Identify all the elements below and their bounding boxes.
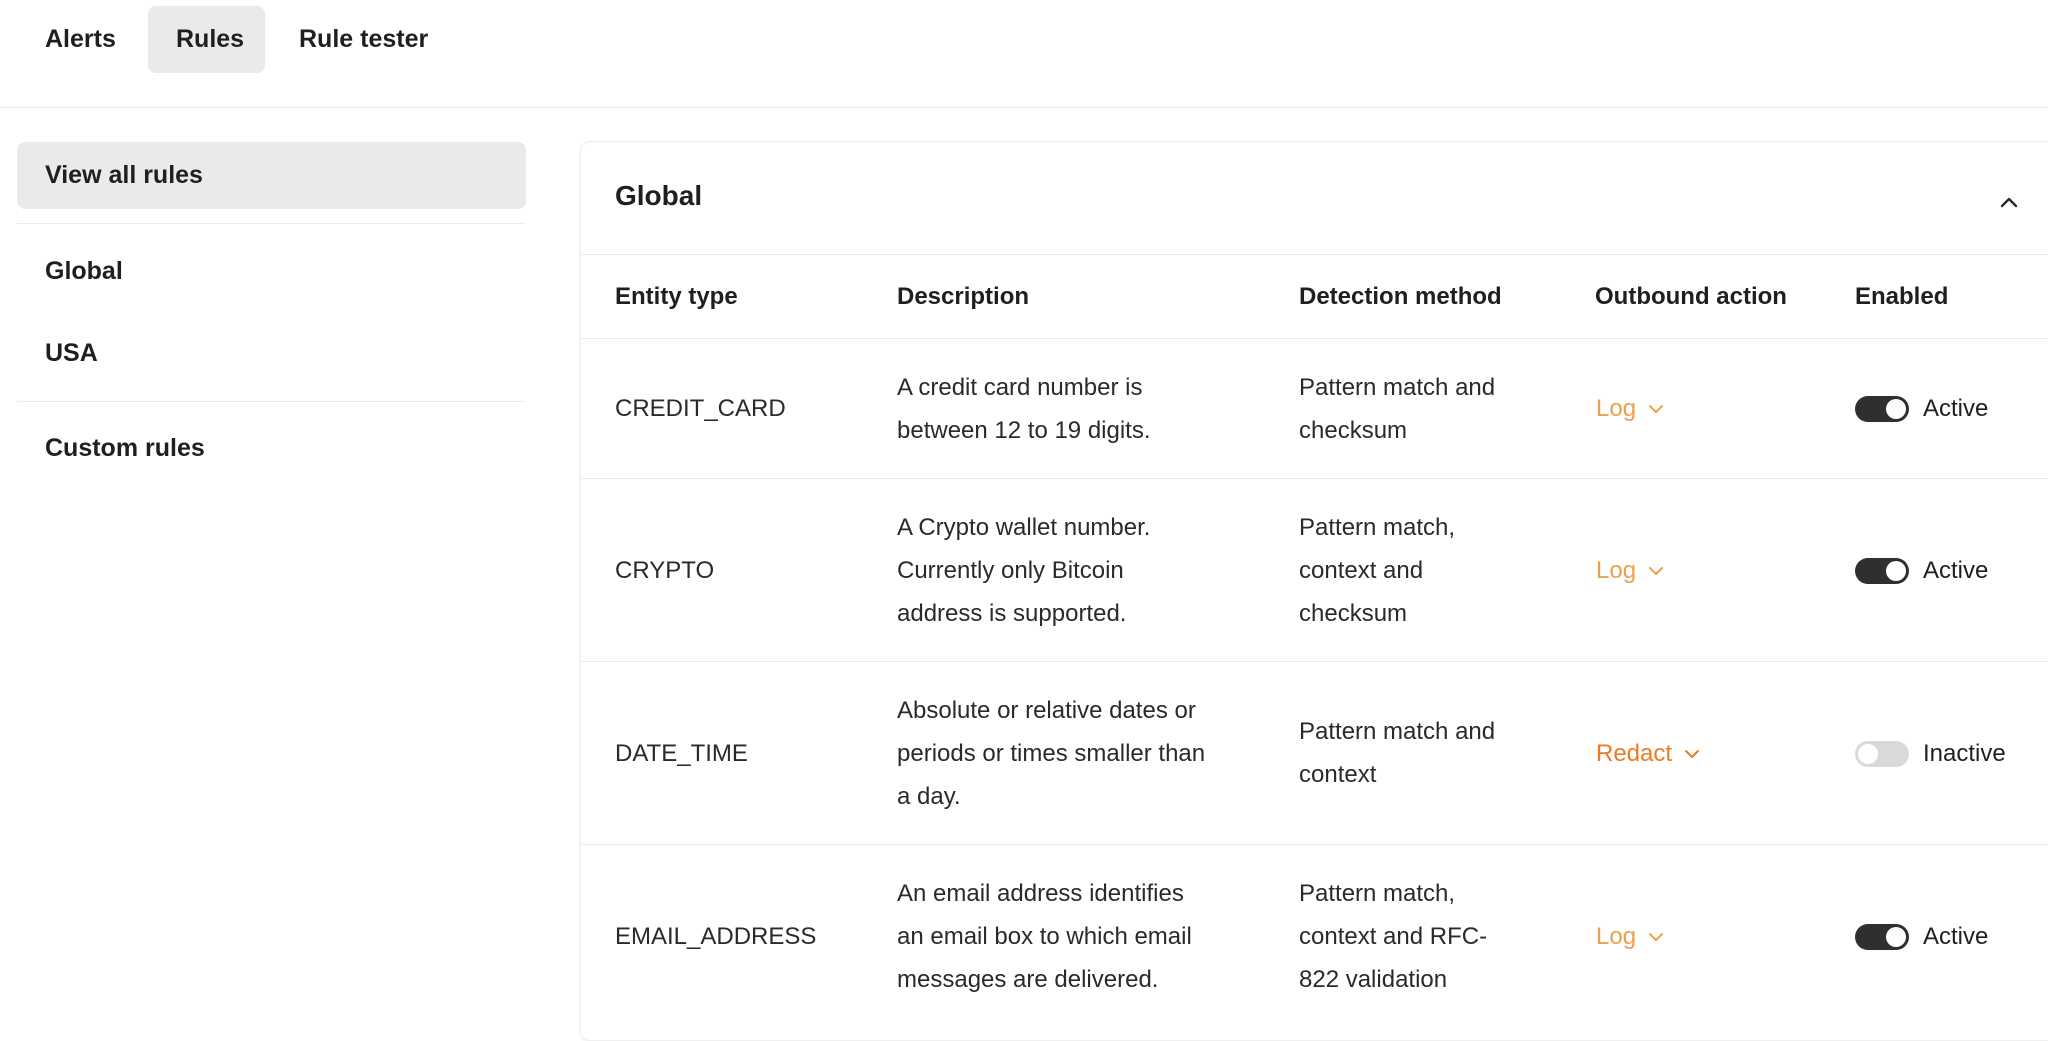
column-header-outbound-action: Outbound action xyxy=(1595,283,1787,310)
tab-alerts[interactable]: Alerts xyxy=(45,25,116,53)
section-header[interactable] xyxy=(581,142,2048,255)
description-line: A Crypto wallet number. xyxy=(897,514,1151,541)
column-header-detection-method: Detection method xyxy=(1299,283,1502,310)
outbound-action-dropdown[interactable] xyxy=(1596,549,1664,592)
column-header-entity-type: Entity type xyxy=(615,283,738,310)
entity-type: CRYPTO xyxy=(615,557,715,584)
entity-type: EMAIL_ADDRESS xyxy=(615,923,817,950)
description-line: a day. xyxy=(897,783,961,810)
method-line: Pattern match, xyxy=(1299,514,1456,541)
description-line: messages are delivered. xyxy=(897,966,1159,993)
chevron-up-icon xyxy=(1989,182,2029,222)
description-line: Currently only Bitcoin xyxy=(897,557,1124,584)
enabled-cell xyxy=(1855,732,2006,775)
enabled-status: Active xyxy=(1923,557,1989,584)
enabled-cell xyxy=(1855,387,1988,430)
method-line: 822 validation xyxy=(1299,966,1448,993)
column-header-description: Description xyxy=(897,283,1030,310)
method-line: context and RFC- xyxy=(1299,923,1488,950)
chevron-down-icon xyxy=(1648,404,1664,414)
method-line: context xyxy=(1299,761,1377,788)
method-line: Pattern match, xyxy=(1299,880,1456,907)
action-label: Log xyxy=(1596,923,1637,950)
chevron-down-icon xyxy=(1648,932,1664,942)
enabled-toggle[interactable] xyxy=(1855,396,1909,422)
sidebar-divider xyxy=(17,401,526,402)
enabled-cell xyxy=(1855,549,1988,592)
tab-rules[interactable]: Rules xyxy=(148,6,265,73)
description-line: A credit card number is xyxy=(897,374,1143,401)
table-row xyxy=(581,845,2048,1028)
action-label: Log xyxy=(1596,557,1637,584)
method-line: Pattern match and xyxy=(1299,374,1496,401)
sidebar-divider xyxy=(17,223,526,224)
enabled-toggle[interactable] xyxy=(1855,741,1909,767)
enabled-status: Active xyxy=(1923,923,1989,950)
description-line: Absolute or relative dates or xyxy=(897,697,1196,724)
detection-method xyxy=(1299,872,1539,1001)
column-header-enabled: Enabled xyxy=(1855,283,1949,310)
top-nav xyxy=(0,0,2048,108)
detection-method xyxy=(1299,366,1539,452)
method-line: checksum xyxy=(1299,417,1408,444)
tab-rule-tester[interactable]: Rule tester xyxy=(299,25,429,53)
enabled-toggle[interactable] xyxy=(1855,924,1909,950)
table-row xyxy=(581,662,2048,845)
entity-type: DATE_TIME xyxy=(615,740,748,767)
method-line: context and xyxy=(1299,557,1424,584)
sidebar-item-view-all-rules[interactable]: View all rules xyxy=(17,142,526,209)
table-row xyxy=(581,339,2048,479)
enabled-toggle[interactable] xyxy=(1855,558,1909,584)
description-line: between 12 to 19 digits. xyxy=(897,417,1151,444)
outbound-action-dropdown[interactable] xyxy=(1596,387,1664,430)
description xyxy=(897,872,1247,1001)
description-line: periods or times smaller than xyxy=(897,740,1206,767)
method-line: checksum xyxy=(1299,600,1408,627)
description-line: An email address identifies xyxy=(897,880,1184,907)
enabled-status: Active xyxy=(1923,395,1989,422)
sidebar-item-global[interactable]: Global xyxy=(45,257,123,285)
enabled-cell xyxy=(1855,915,1988,958)
collapse-button[interactable] xyxy=(1989,182,2029,222)
outbound-action-dropdown[interactable] xyxy=(1596,732,1700,775)
enabled-status: Inactive xyxy=(1923,740,2006,767)
action-label: Log xyxy=(1596,395,1637,422)
description-line: an email box to which email xyxy=(897,923,1192,950)
sidebar-item-usa[interactable]: USA xyxy=(45,339,98,367)
method-line: Pattern match and xyxy=(1299,718,1496,745)
sidebar-item-custom-rules[interactable]: Custom rules xyxy=(45,434,205,462)
chevron-down-icon xyxy=(1684,749,1700,759)
detection-method xyxy=(1299,710,1539,796)
description xyxy=(897,506,1247,635)
chevron-down-icon xyxy=(1648,566,1664,576)
outbound-action-dropdown[interactable] xyxy=(1596,915,1664,958)
entity-type: CREDIT_CARD xyxy=(615,395,786,422)
description xyxy=(897,689,1247,818)
action-label: Redact xyxy=(1596,740,1673,767)
table-row xyxy=(581,479,2048,662)
table-header xyxy=(581,255,2048,339)
description-line: address is supported. xyxy=(897,600,1127,627)
detection-method xyxy=(1299,506,1539,635)
description xyxy=(897,366,1247,452)
rules-section-card xyxy=(580,141,2048,1041)
section-title: Global xyxy=(615,180,703,211)
